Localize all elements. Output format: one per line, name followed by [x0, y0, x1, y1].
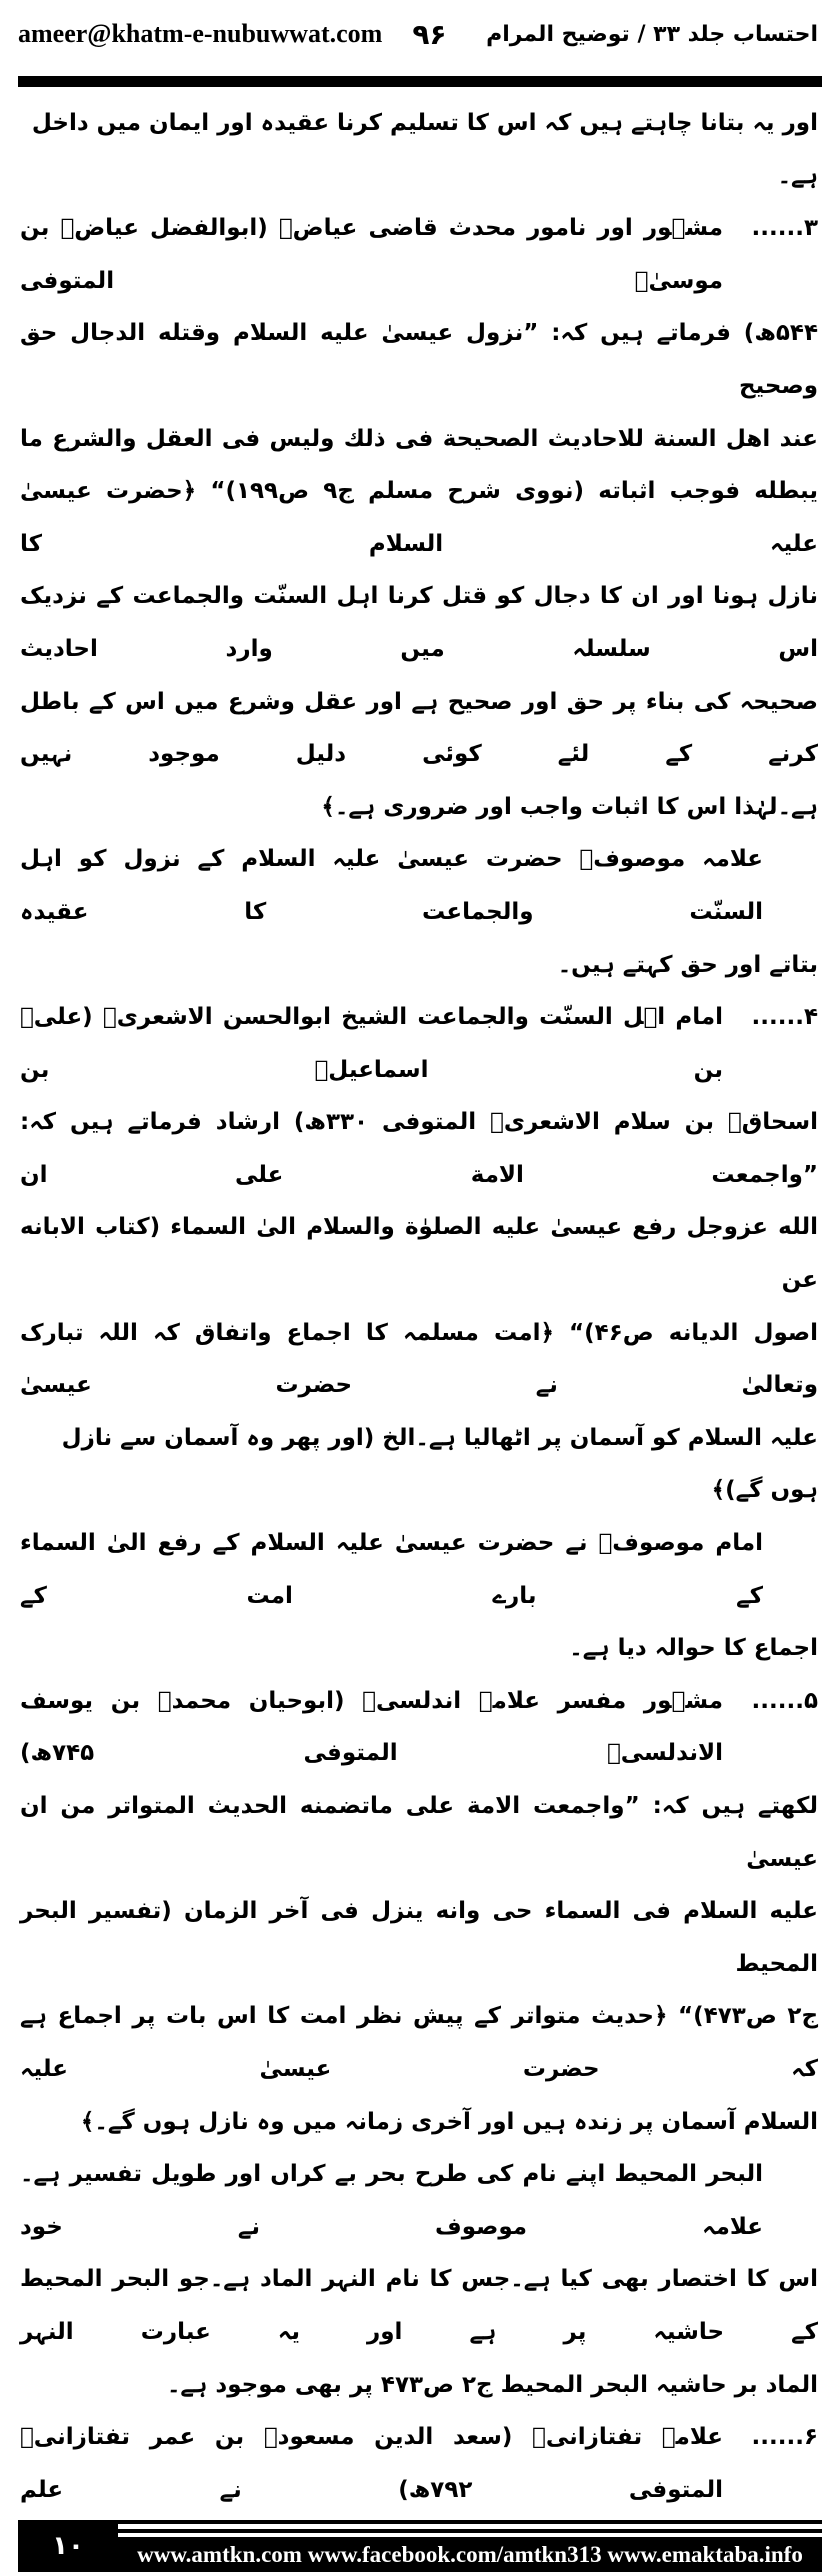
text-line: علیہ السلام کو آسمان پر اٹھالیا ہے۔الخ (اور پھر وہ آسمان سے نازل ہوں گے)﴾	[61, 1424, 818, 1504]
header-book-title: احتساب جلد ۳۳ / توضیح المرام	[486, 21, 818, 47]
text-line: ہے۔لہٰذا اس کا اثبات واجب اور ضروری ہے۔﴾	[321, 793, 818, 820]
text-line: امام اہل السنّت والجماعت الشیخ ابوالحسن الاشعریؒ (علیؒ بن اسماعیلؒ بن	[20, 1004, 723, 1083]
text-line: عند اهل السنة للاحادیث الصحیحة فی ذلك ولیس فی العقل والشرع ما	[20, 425, 818, 452]
footer-page-label: ۱۰	[18, 2520, 118, 2572]
text-line: بتاتے اور حق کہتے ہیں۔	[557, 951, 818, 978]
numbered-line	[20, 1675, 818, 1780]
text-line: نازل ہونا اور ان کا دجال کو قتل کرنا اہل السنّت والجماعت کے نزدیک اس سلسلہ میں وارد احادیث	[20, 583, 818, 662]
numbered-line	[20, 991, 818, 1096]
footer-links: www.amtkn.com www.facebook.com/amtkn313 www.emaktaba.info	[118, 2537, 822, 2572]
text-line: مشہور اور نامور محدث قاضی عیاضؒ (ابوالفضل عیاضؒ بن موسیٰؒ المتوفی	[20, 215, 723, 294]
numbered-line	[20, 2411, 818, 2516]
header-page-number: ۹۶	[412, 17, 447, 51]
text-line: صحیحہ کی بناء پر حق اور صحیح ہے اور عقل وشرع میں اس کے باطل کرنے کے لئے کوئی دلیل موجود نہیں	[20, 688, 818, 768]
footer-rule	[118, 2520, 822, 2524]
text-line: اصول الدیانه ص۴۶)“ ﴿امت مسلمہ کا اجماع واتفاق کہ اللہ تبارک وتعالیٰ نے حضرت عیسیٰ	[20, 1319, 819, 1399]
text-line: علامہ تفتازانیؒ (سعد الدین مسعودؒ بن عمر تفتازانیؒ المتوفی ۷۹۲ھ) نے علم	[20, 2424, 723, 2503]
text-line: الله عزوجل رفع عیسیٰ علیه الصلوٰة والسلام الیٰ السماء (کتاب الابانه عن	[20, 1214, 818, 1294]
page-body	[20, 97, 818, 2516]
text-line: اس کا اختصار بھی کیا ہے۔جس کا نام النہر الماد ہے۔جو البحر المحیط کے حاشیہ پر ہے اور یہ عبارت النہر	[20, 2266, 818, 2345]
paragraph-start: امام موصوفؒ نے حضرت عیسیٰ علیہ السلام کے رفع الیٰ السماء کے بارے امت کے	[20, 1530, 763, 1609]
header-rule	[18, 76, 822, 87]
text-line: اجماع کا حوالہ دیا ہے۔	[569, 1635, 818, 1662]
text-line: اور یہ بتانا چاہتے ہیں کہ اس کا تسلیم کرنا عقیدہ اور ایمان میں داخل ہے۔	[31, 110, 818, 189]
paragraph-start: البحر المحیط اپنے نام کی طرح بحر بے کراں اور طویل تفسیر ہے۔علامہ موصوف نے خود	[20, 2161, 763, 2240]
item-number: ۴......	[751, 1004, 818, 1031]
text-line: مشہور مفسر علامہ اندلسیؒ (ابوحیان محمدؒ بن یوسف الاندلسیؒ المتوفی ۷۴۵ھ)	[20, 1687, 723, 1767]
item-number: ۶......	[751, 2424, 818, 2451]
text-line: ۵۴۴ھ) فرماتے ہیں کہ: ”نزول عیسیٰ علیه السلام وقتله الدجال حق وصحیح	[20, 320, 818, 399]
footer-rule	[118, 2529, 822, 2533]
text-line: لکھتے ہیں کہ: ”واجمعت الامة علی ماتضمنه الحدیث المتواتر من ان عیسیٰ	[20, 1793, 818, 1872]
numbered-line	[20, 202, 818, 307]
item-number: ۳......	[751, 215, 818, 242]
text-line: یبطله فوجب اثباته (نووی شرح مسلم ج۹ ص۱۹۹)“ ﴿حضرت عیسیٰ علیہ السلام کا	[20, 478, 818, 557]
text-line: علیه السلام فی السماء حی وانه ینزل فی آخر الزمان (تفسیر البحر المحیط	[20, 1898, 818, 1977]
paragraph-start: علامہ موصوفؒ حضرت عیسیٰ علیہ السلام کے نزول کو اہل السنّت والجماعت کا عقیدہ	[20, 846, 763, 925]
text-line: الماد بر حاشیہ البحر المحیط ج۲ ص۴۷۳ پر بھی موجود ہے۔	[166, 2371, 818, 2398]
item-number: ۵......	[751, 1687, 818, 1714]
header-email: ameer@khatm-e-nubuwwat.com	[18, 19, 383, 48]
text-line: السلام آسمان پر زندہ ہیں اور آخری زمانہ میں وہ نازل ہوں گے۔﴾	[80, 2108, 818, 2135]
page-header	[18, 8, 818, 60]
text-line: ج۲ ص۴۷۳)“ ﴿حدیث متواتر کے پیش نظر امت کا اس بات پر اجماع ہے کہ حضرت عیسیٰ علیہ	[20, 2003, 819, 2082]
text-line: اسحاقؒ بن سلام الاشعریؒ المتوفی ۳۳۰ھ) ارشاد فرماتے ہیں کہ: ”واجمعت الامة علی ان	[20, 1109, 818, 1188]
page-footer	[18, 2520, 822, 2572]
